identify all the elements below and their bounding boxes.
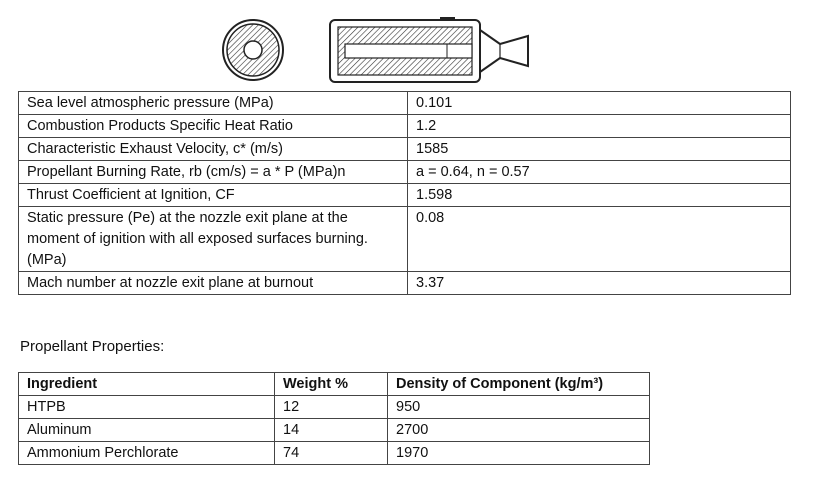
motor-side-view bbox=[330, 18, 528, 82]
param-value: 1585 bbox=[408, 138, 791, 161]
param-label: Combustion Products Specific Heat Ratio bbox=[19, 115, 408, 138]
param-value: 1.598 bbox=[408, 184, 791, 207]
table-cell: HTPB bbox=[19, 396, 275, 419]
table-row bbox=[19, 115, 791, 138]
param-value: 3.37 bbox=[408, 272, 791, 295]
table-cell: Aluminum bbox=[19, 419, 275, 442]
param-label: Static pressure (Pe) at the nozzle exit plane at the moment of ignition with all exposed surfaces burning. (MPa) bbox=[19, 207, 408, 272]
grain-cross-section bbox=[223, 20, 283, 80]
param-value: a = 0.64, n = 0.57 bbox=[408, 161, 791, 184]
param-label: Propellant Burning Rate, rb (cm/s) = a * P (MPa)n bbox=[19, 161, 408, 184]
table-row bbox=[19, 184, 791, 207]
table-row bbox=[19, 138, 791, 161]
table-cell: 12 bbox=[275, 396, 388, 419]
motor-parameters-table bbox=[18, 91, 791, 295]
table-row bbox=[19, 272, 791, 295]
propellant-properties-table bbox=[18, 372, 650, 465]
param-value: 0.08 bbox=[408, 207, 791, 272]
column-header: Weight % bbox=[275, 373, 388, 396]
param-value: 0.101 bbox=[408, 92, 791, 115]
rocket-motor-diagram bbox=[0, 0, 814, 90]
param-label: Thrust Coefficient at Ignition, CF bbox=[19, 184, 408, 207]
param-label: Mach number at nozzle exit plane at burnout bbox=[19, 272, 408, 295]
table-row bbox=[19, 92, 791, 115]
table-cell: 1970 bbox=[388, 442, 650, 465]
table-row bbox=[19, 419, 650, 442]
column-header: Density of Component (kg/m³) bbox=[388, 373, 650, 396]
table-row bbox=[19, 396, 650, 419]
table-row bbox=[19, 207, 791, 272]
table-row bbox=[19, 442, 650, 465]
param-value: 1.2 bbox=[408, 115, 791, 138]
table-cell: 74 bbox=[275, 442, 388, 465]
section-title: Propellant Properties: bbox=[20, 338, 165, 355]
header-row bbox=[19, 373, 650, 396]
table-cell: 950 bbox=[388, 396, 650, 419]
table-cell: Ammonium Perchlorate bbox=[19, 442, 275, 465]
table-row bbox=[19, 161, 791, 184]
table-cell: 14 bbox=[275, 419, 388, 442]
param-label: Sea level atmospheric pressure (MPa) bbox=[19, 92, 408, 115]
column-header: Ingredient bbox=[19, 373, 275, 396]
table-cell: 2700 bbox=[388, 419, 650, 442]
param-label: Characteristic Exhaust Velocity, c* (m/s) bbox=[19, 138, 408, 161]
